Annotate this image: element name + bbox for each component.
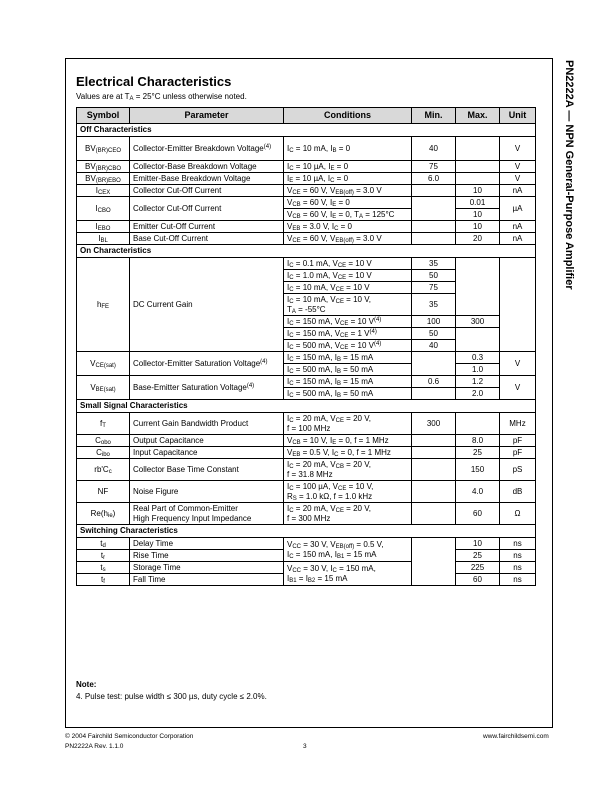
unit-bvebo: V — [500, 173, 536, 185]
cond-cobo: $V_{CB} = 10$ V, $I_E = 0$, f = 1 MHz — [284, 435, 412, 447]
param-bvcbo: Collector-Base Breakdown Voltage — [130, 161, 284, 173]
symbol-icex: $I_{CEX}$ — [77, 185, 130, 197]
max-rbcc: 150 — [456, 459, 500, 481]
table-row — [77, 503, 536, 525]
cond-hfe-4: $I_C = 10$ mA, $V_{CE} = 10$ V, $T_A = -55^\circ C$ — [284, 294, 412, 316]
symbol-cibo: $C_{ibo}$ — [77, 447, 130, 459]
col-conditions: Conditions — [284, 108, 412, 124]
param-vcesat: Collector-Emitter Saturation Voltage$^{(4)}$ — [130, 352, 284, 376]
min-bvceo: 40 — [412, 137, 456, 161]
unit-ts: ns — [500, 562, 536, 574]
symbol-ts: $t_s$ — [77, 562, 130, 574]
table-row — [77, 376, 536, 388]
symbol-vbesat: $V_{BE(sat)}$ — [77, 376, 130, 400]
sidebar-title: PN2222A — NPN General-Purpose Amplifier — [563, 60, 575, 290]
note-text: 4. Pulse test: pulse width ≤ 300 µs, duty cycle ≤ 2.0%. — [76, 692, 267, 701]
unit-tf: ns — [500, 574, 536, 586]
max-hfe: 300 — [456, 316, 500, 328]
section-on: On Characteristics — [77, 245, 536, 258]
symbol-ibl: $I_{BL}$ — [77, 233, 130, 245]
note-heading: Note: — [76, 680, 97, 689]
min-hfe-7: 40 — [412, 340, 456, 352]
table-row — [77, 197, 536, 209]
page-subtitle: Values are at $T_A = 25^\circ C$ unless otherwise noted. — [76, 92, 247, 102]
symbol-cobo: $C_{obo}$ — [77, 435, 130, 447]
param-cobo: Output Capacitance — [130, 435, 284, 447]
page-title: Electrical Characteristics — [76, 74, 232, 89]
param-bvebo: Emitter-Base Breakdown Voltage — [130, 173, 284, 185]
max-cibo: 25 — [456, 447, 500, 459]
symbol-bvebo: $BV_{(BR)EBO}$ — [77, 173, 130, 185]
cond-td-tr: $V_{CC} = 30$ V, $V_{EB(off)} = 0.5$ V, $I_C = 150$ mA, $I_{B1} = 15$ mA — [284, 538, 412, 562]
cond-vcesat-1: $I_C = 150$ mA, $I_B = 15$ mA — [284, 352, 412, 364]
cond-ts-tf: $V_{CC} = 30$ V, $I_C = 150$ mA, $I_{B1} = I_{B2} = 15$ mA — [284, 562, 412, 586]
cond-hfe-3: $I_C = 10$ mA, $V_{CE} = 10$ V — [284, 282, 412, 294]
table-row — [77, 435, 536, 447]
cond-icex: $V_{CE} = 60$ V, $V_{EB(off)} = 3.0$ V — [284, 185, 412, 197]
symbol-vcesat: $V_{CE(sat)}$ — [77, 352, 130, 376]
max-vcesat-1: 0.3 — [456, 352, 500, 364]
section-switching: Switching Characteristics — [77, 525, 536, 538]
table-header-row — [77, 108, 536, 124]
footer-page-number: 3 — [303, 743, 307, 750]
symbol-ft: $f_T$ — [77, 413, 130, 435]
unit-td: ns — [500, 538, 536, 550]
col-min: Min. — [412, 108, 456, 124]
unit-ft: MHz — [500, 413, 536, 435]
cond-rehie: $I_C = 20$ mA, $V_{CE} = 20$ V, f = 300 MHz — [284, 503, 412, 525]
unit-icbo: µA — [500, 197, 536, 221]
min-vbesat: 0.6 — [412, 376, 456, 388]
table-row — [77, 258, 536, 270]
symbol-rbcc: $rb'C_c$ — [77, 459, 130, 481]
unit-vcesat: V — [500, 352, 536, 376]
cond-ibl: $V_{CE} = 60$ V, $V_{EB(off)} = 3.0$ V — [284, 233, 412, 245]
symbol-td: $t_d$ — [77, 538, 130, 550]
min-bvebo: 6.0 — [412, 173, 456, 185]
cond-cibo: $V_{EB} = 0.5$ V, $I_C = 0$, f = 1 MHz — [284, 447, 412, 459]
footer-copyright: © 2004 Fairchild Semiconductor Corporation — [65, 733, 194, 740]
cond-hfe-5: $I_C = 150$ mA, $V_{CE} = 10$ $V^{(4)}$ — [284, 316, 412, 328]
col-symbol: Symbol — [77, 108, 130, 124]
max-ibl: 20 — [456, 233, 500, 245]
max-nf: 4.0 — [456, 481, 500, 503]
symbol-nf: NF — [77, 481, 130, 503]
max-icbo-1: 0.01 — [456, 197, 500, 209]
max-rehie: 60 — [456, 503, 500, 525]
max-td: 10 — [456, 538, 500, 550]
cond-nf: $I_C = 100$ µA, $V_{CE} = 10$ V, $R_S = 1.0$ kΩ, f = 1.0 kHz — [284, 481, 412, 503]
max-tf: 60 — [456, 574, 500, 586]
param-hfe: DC Current Gain — [130, 258, 284, 352]
symbol-tf: $t_f$ — [77, 574, 130, 586]
cond-vbesat-2: $I_C = 500$ mA, $I_B = 50$ mA — [284, 388, 412, 400]
min-hfe-2: 50 — [412, 270, 456, 282]
cond-bvcbo: $I_C = 10$ µA, $I_E = 0$ — [284, 161, 412, 173]
table-row — [77, 481, 536, 503]
max-icbo-2: 10 — [456, 209, 500, 221]
col-unit: Unit — [500, 108, 536, 124]
param-ts: Storage Time — [130, 562, 284, 574]
min-hfe-3: 75 — [412, 282, 456, 294]
symbol-rehie: $Re(h_{ie})$ — [77, 503, 130, 525]
table-row — [77, 233, 536, 245]
table-row — [77, 459, 536, 481]
unit-ibl: nA — [500, 233, 536, 245]
param-ibl: Base Cut-Off Current — [130, 233, 284, 245]
max-tr: 25 — [456, 550, 500, 562]
param-iebo: Emitter Cut-Off Current — [130, 221, 284, 233]
max-icex: 10 — [456, 185, 500, 197]
min-hfe-1: 35 — [412, 258, 456, 270]
table-row — [77, 562, 536, 574]
footer-url: www.fairchildsemi.com — [483, 733, 549, 740]
param-cibo: Input Capacitance — [130, 447, 284, 459]
table-row — [77, 173, 536, 185]
table-row — [77, 137, 536, 161]
param-vbesat: Base-Emitter Saturation Voltage$^{(4)}$ — [130, 376, 284, 400]
symbol-tr: $t_r$ — [77, 550, 130, 562]
param-rbcc: Collector Base Time Constant — [130, 459, 284, 481]
unit-iebo: nA — [500, 221, 536, 233]
table-row — [77, 352, 536, 364]
col-max: Max. — [456, 108, 500, 124]
min-ft: 300 — [412, 413, 456, 435]
cond-iebo: $V_{EB} = 3.0$ V, $I_C = 0$ — [284, 221, 412, 233]
param-bvceo: Collector-Emitter Breakdown Voltage$^{(4)}$ — [130, 137, 284, 161]
cond-icbo-1: $V_{CB} = 60$ V, $I_E = 0$ — [284, 197, 412, 209]
cond-hfe-6: $I_C = 150$ mA, $V_{CE} = 1$ $V^{(4)}$ — [284, 328, 412, 340]
unit-bvcbo: V — [500, 161, 536, 173]
section-small-signal: Small Signal Characteristics — [77, 400, 536, 413]
param-tr: Rise Time — [130, 550, 284, 562]
table-row — [77, 185, 536, 197]
min-hfe-6: 50 — [412, 328, 456, 340]
unit-cobo: pF — [500, 435, 536, 447]
table-row — [77, 538, 536, 550]
unit-rehie: Ω — [500, 503, 536, 525]
unit-cibo: pF — [500, 447, 536, 459]
footer-revision: PN2222A Rev. 1.1.0 — [65, 743, 124, 750]
max-cobo: 8.0 — [456, 435, 500, 447]
param-icex: Collector Cut-Off Current — [130, 185, 284, 197]
cond-ft: $I_C = 20$ mA, $V_{CE} = 20$ V, f = 100 MHz — [284, 413, 412, 435]
max-vbesat-1: 1.2 — [456, 376, 500, 388]
min-hfe-5: 100 — [412, 316, 456, 328]
symbol-hfe: $h_{FE}$ — [77, 258, 130, 352]
min-bvcbo: 75 — [412, 161, 456, 173]
section-off: Off Characteristics — [77, 124, 536, 137]
max-vcesat-2: 1.0 — [456, 364, 500, 376]
cond-icbo-2: $V_{CB} = 60$ V, $I_E = 0$, $T_A = 125^\circ C$ — [284, 209, 412, 221]
symbol-icbo: $I_{CBO}$ — [77, 197, 130, 221]
max-vbesat-2: 2.0 — [456, 388, 500, 400]
table-row — [77, 161, 536, 173]
param-td: Delay Time — [130, 538, 284, 550]
cond-bvebo: $I_E = 10$ µA, $I_C = 0$ — [284, 173, 412, 185]
symbol-bvceo: $BV_{(BR)CEO}$ — [77, 137, 130, 161]
cond-bvceo: $I_C = 10$ mA, $I_B = 0$ — [284, 137, 412, 161]
param-tf: Fall Time — [130, 574, 284, 586]
min-hfe-4: 35 — [412, 294, 456, 316]
max-iebo: 10 — [456, 221, 500, 233]
param-icbo: Collector Cut-Off Current — [130, 197, 284, 221]
table-row — [77, 221, 536, 233]
col-parameter: Parameter — [130, 108, 284, 124]
table-row — [77, 413, 536, 435]
unit-nf: dB — [500, 481, 536, 503]
table-row — [77, 447, 536, 459]
symbol-bvcbo: $BV_{(BR)CBO}$ — [77, 161, 130, 173]
unit-tr: ns — [500, 550, 536, 562]
symbol-iebo: $I_{EBO}$ — [77, 221, 130, 233]
unit-icex: nA — [500, 185, 536, 197]
unit-rbcc: pS — [500, 459, 536, 481]
cond-hfe-7: $I_C = 500$ mA, $V_{CE} = 10$ $V^{(4)}$ — [284, 340, 412, 352]
cond-rbcc: $I_C = 20$ mA, $V_{CB} = 20$ V, f = 31.8 MHz — [284, 459, 412, 481]
cond-vcesat-2: $I_C = 500$ mA, $I_B = 50$ mA — [284, 364, 412, 376]
unit-vbesat: V — [500, 376, 536, 400]
max-ts: 225 — [456, 562, 500, 574]
unit-bvceo: V — [500, 137, 536, 161]
param-nf: Noise Figure — [130, 481, 284, 503]
cond-hfe-2: $I_C = 1.0$ mA, $V_{CE} = 10$ V — [284, 270, 412, 282]
param-rehie: Real Part of Common-Emitter High Frequency Input Impedance — [130, 503, 284, 525]
cond-vbesat-1: $I_C = 150$ mA, $I_B = 15$ mA — [284, 376, 412, 388]
param-ft: Current Gain Bandwidth Product — [130, 413, 284, 435]
electrical-characteristics-table — [76, 107, 536, 586]
cond-hfe-1: $I_C = 0.1$ mA, $V_{CE} = 10$ V — [284, 258, 412, 270]
